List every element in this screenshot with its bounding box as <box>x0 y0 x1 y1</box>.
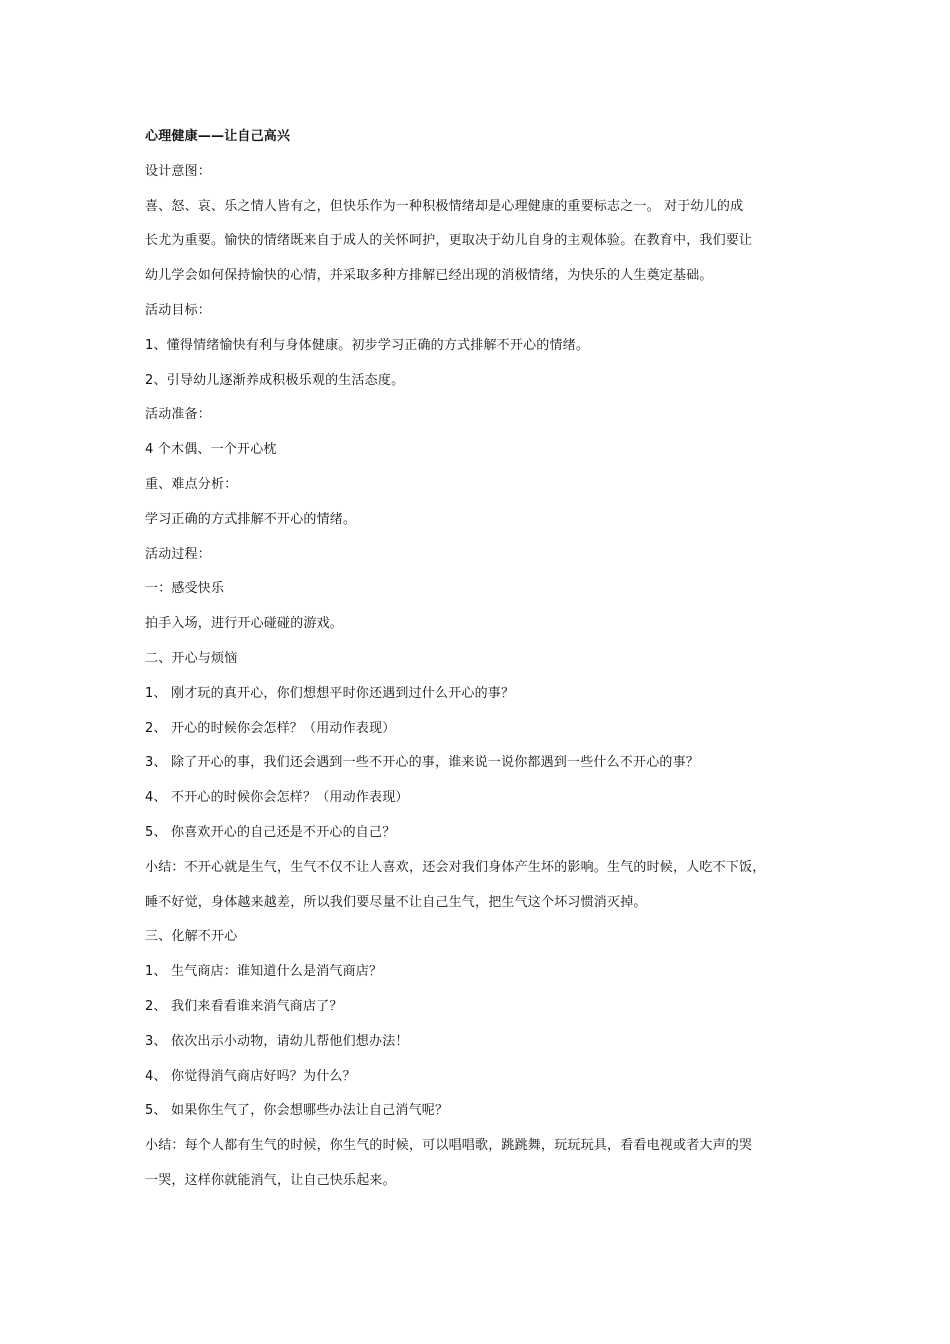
list-item: 2、 开心的时候你会怎样？（用动作表现） <box>145 720 396 736</box>
paragraph-line: 幼儿学会如何保持愉快的心情，并采取多种方排解已经出现的消极情绪，为快乐的人生奠定基础。 <box>145 268 713 284</box>
list-item: 2、 我们来看看谁来消气商店了？ <box>145 998 343 1014</box>
list-item: 3、 除了开心的事，我们还会遇到一些不开心的事，谁来说一说你都遇到一些什么不开心的事？ <box>145 755 700 771</box>
list-item: 5、 你喜欢开心的自己还是不开心的自己？ <box>145 824 396 840</box>
list-item: 3、 依次出示小动物，请幼儿帮他们想办法！ <box>145 1033 409 1049</box>
subsection-heading: 三、化解不开心 <box>145 929 238 945</box>
paragraph-line: 拍手入场，进行开心碰碰的游戏。 <box>145 616 344 632</box>
paragraph-line: 长尤为重要。愉快的情绪既来自于成人的关怀呵护，更取决于幼儿自身的主观体验。在教育中，我们要让 <box>145 233 753 249</box>
document-title: 心理健康——让自己高兴 <box>145 129 291 144</box>
list-item: 1、懂得情绪愉快有利与身体健康。初步学习正确的方式排解不开心的情绪。 <box>145 337 590 353</box>
section-heading-key-points: 重、难点分析： <box>145 476 238 492</box>
subsection-heading: 一：感受快乐 <box>145 581 225 597</box>
section-heading-design-intent: 设计意图： <box>145 163 212 179</box>
list-item: 5、 如果你生气了，你会想哪些办法让自己消气呢？ <box>145 1103 449 1119</box>
subsection-heading: 二、开心与烦恼 <box>145 650 238 666</box>
paragraph-line: 小结：每个人都有生气的时候，你生气的时候，可以唱唱歌，跳跳舞，玩玩玩具，看看电视或者大声的哭 <box>145 1138 753 1154</box>
list-item: 4、 你觉得消气商店好吗？为什么？ <box>145 1068 356 1084</box>
list-item: 1、 生气商店：谁知道什么是消气商店？ <box>145 964 383 980</box>
document-body <box>145 127 825 1206</box>
paragraph-line: 一哭，这样你就能消气，让自己快乐起来。 <box>145 1172 396 1188</box>
paragraph-line: 喜、怒、哀、乐之情人皆有之，但快乐作为一种积极情绪却是心理健康的重要标志之一。 对于幼儿的成 <box>145 198 744 214</box>
list-item: 2、引导幼儿逐渐养成积极乐观的生活态度。 <box>145 372 405 388</box>
paragraph-line: 小结：不开心就是生气，生气不仅不让人喜欢，还会对我们身体产生坏的影响。生气的时候，人吃不下饭， <box>145 859 766 875</box>
list-item: 4、 不开心的时候你会怎样？（用动作表现） <box>145 790 409 806</box>
paragraph-line: 4 个木偶、一个开心枕 <box>145 442 277 458</box>
section-heading-preparation: 活动准备： <box>145 407 212 423</box>
paragraph-line: 睡不好觉，身体越来越差，所以我们要尽量不让自己生气，把生气这个坏习惯消灭掉。 <box>145 894 647 910</box>
section-heading-process: 活动过程： <box>145 546 212 562</box>
list-item: 1、 刚才玩的真开心，你们想想平时你还遇到过什么开心的事？ <box>145 685 515 701</box>
paragraph-line: 学习正确的方式排解不开心的情绪。 <box>145 511 357 527</box>
section-heading-goals: 活动目标： <box>145 302 212 318</box>
